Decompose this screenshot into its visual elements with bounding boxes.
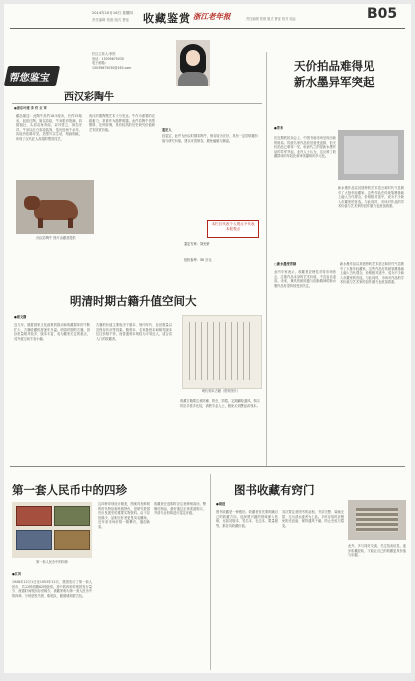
notice-text: 本栏仅代表个人观点不代表本报观点 [211, 222, 255, 231]
photo-caption: 西汉彩陶牛 图片由藏者提供 [36, 236, 76, 240]
article-byline: ●浙东叶建 李 佟 女 审 [14, 106, 47, 110]
mid-caption: 明代刻本古籍（资料图片） [201, 389, 241, 393]
book-body-b: 其次要注意图书的品相，书页完整、装帧无损、无污渍水迹者为上品。平时存放时应避免阳光直射，保持通风干燥，防止虫蛀与霉变。 [282, 510, 344, 528]
page-number: B05 [367, 6, 398, 22]
host-info [92, 52, 162, 70]
ox-head [24, 196, 40, 210]
header-rule [10, 28, 405, 29]
rt-subhead: □新水墨受青睐 [274, 262, 297, 266]
right-top-article [270, 54, 408, 474]
rt-body-a: 在近期的拍卖会上，中国书画市场呈现出新的格局。传统名家作品依旧备受追捧，但天价拍品已难得一见，取而代之的是新水墨作品的异军突起。业内人士认为，这反映了收藏群体的年轻化和审美趣味的多元化。 [274, 136, 336, 159]
appraiser: 鉴定专家：刘光荣 [184, 242, 210, 246]
host-phone: 电话：15039675030 [92, 56, 124, 61]
book-body-c: 此外，多与同好交流，关注拍卖信息，逐步积累经验，才能让自己的收藏更具价值与乐趣。 [348, 544, 406, 558]
section-divider-1 [10, 466, 405, 467]
newspaper-page [4, 4, 411, 673]
banknote-3 [16, 530, 52, 550]
appraisal-section [8, 32, 263, 282]
rt-body-a2: 新水墨作品以其独特的艺术语言和时代气息吸引了大批年轻藏家。这些作品在传统笔墨基础上融入当代观念，价格相对适中，成为不少新入市藏家的首选。与此同时，市场对作品的学术价值与艺术家的创作潜力也愈加看重。 [338, 186, 404, 209]
brand-logo: 浙江老年报 [193, 12, 231, 21]
body-mid: 西汉时期陶塑艺术十分发达，牛作为重要的农耕畜力，常被作为随葬明器。此件彩陶牛造型憨厚，比例协调，具有较高的历史研究价值和艺术欣赏价值。 [89, 114, 155, 132]
rmb-body-c: 收藏者在选购时应注意辨别真伪，警惕仿制品，最好通过正规渠道购买，并请专业机构进行鉴定评级。 [154, 502, 206, 516]
banknote-image [12, 502, 92, 558]
rmb-body-a: 1948年12月1日至1953年12月，我国发行了第一套人民币，共12种面额62种版别。其中的四种券别因发行量少、流通时间短而存世稀少，被藏家称为第一套人民币中的四珍，分别是牧马图、骆驼队、瞻德城和蒙古包。 [12, 580, 92, 598]
banknote-4 [54, 530, 90, 550]
host-name: 栏目主持人:李铁 [92, 52, 116, 56]
rmb-title: 第一套人民币中的四珍 [12, 483, 127, 497]
rt-photo-inner [344, 136, 398, 174]
rt-body-b: 业内专家表示，收藏者应理性对待市场热点，注重作品本身的艺术价值，不宜盲目追高。未来，兼具传统底蕴与创新精神的新水墨作品有望持续受到关注。 [274, 270, 336, 288]
book-byline: ●胡进 [216, 502, 226, 506]
book-photo [348, 500, 406, 540]
host-portrait [176, 40, 210, 86]
book-stack [356, 508, 398, 532]
ox-leg-1 [38, 218, 43, 228]
column-divider-2 [210, 474, 211, 670]
rt-byline: ●青禾 [274, 126, 284, 130]
rt-body-c: 新水墨作品以其独特的艺术语言和时代气息吸引了大批年轻藏家。这些作品在传统笔墨基础上融入当代观念，价格相对适中，成为不少新入市藏家的首选。与此同时，市场对作品的学术价值与艺术家的创作潜力也愈加看重。 [340, 262, 404, 285]
portrait-face [186, 50, 200, 66]
book-article [214, 482, 409, 672]
mid-body-a: 近几年，随着国家文化政策的推动和收藏群体的不断扩大，古籍收藏热度逐年升温。明清时期的古籍，因存世量相对较多、版本丰富，成为藏家关注的重点，其升值空间不容小觑。 [14, 323, 90, 341]
host-email: 15039675030@163.com [92, 65, 132, 70]
rmb-byline: ●江风 [12, 572, 22, 576]
valuation: 估价参考：30 万元 [184, 258, 212, 262]
mid-body-b: 古籍的价值主要取决于版本、刻印年代、存世数量以及保存状况等因素。精刻本、名家批校本和稀见版本往往价格不菲，而普通刻本则较为平易近人，适合初入门的收藏者。 [96, 323, 172, 341]
artifact-photo [16, 180, 94, 234]
appraisal-logo [4, 66, 60, 86]
rt-title-1: 天价拍品难得见 [294, 59, 375, 73]
rmb-caption: 第一套人民币中的四珍 [36, 560, 68, 564]
rmb-body-b: 这四种券别设计精美，图案具有鲜明的时代特征和民族特色，是研究我国货币发展史的重要实物资料。由于存世稀少，品相完好者更是凤毛麟角，近年来市场价格一路攀升，屡创新高。 [98, 502, 150, 529]
mid-photo-text-block [189, 322, 255, 380]
mid-title: 明清时期古籍升值空间大 [70, 294, 197, 308]
appraisal-logo-text: 帮您鉴宝 [8, 73, 51, 84]
rmb-article [8, 482, 208, 672]
mid-body-c: 收藏古籍要注意防潮、防虫、防霉，定期翻检通风。购买时应多看多比较，请教专业人士，避免买到赝品或残本。 [180, 399, 260, 408]
middle-article [8, 289, 263, 489]
rt-title-2: 新水墨异军突起 [294, 75, 375, 89]
column-divider [266, 52, 267, 467]
book-body-a: 图书收藏是一种雅好。收藏者首先要明确自己的收藏方向，选择感兴趣的领域深入钻研，比如初版本、签名本、毛边本、限量版等，都各具收藏价值。 [216, 510, 278, 528]
header-date: 2014年10月16日 星期四 [92, 11, 133, 15]
notice-box [207, 220, 259, 238]
body-left: 藏品描述：此陶牛高约18.5厘米，长约25厘米，泥质红陶，施以彩绘，牛身肌肉饱满，四肢粗壮，头部双角弯曲，双耳竖立，神态安详。牛身以红白彩绘装饰，虽历经两千余年，彩绘仍依稀可见。造型写实生动，刻画细腻，体现了汉代匠人高超的塑造技艺。 [16, 114, 82, 141]
banknote-1 [16, 506, 52, 526]
mid-photo [182, 315, 262, 389]
title-rule [12, 103, 262, 104]
appraise-text: 经鉴定，此件为西汉时期彩陶牛，保存较为完好，具有一定的收藏价值与研究价值，建议妥善保存，避免磕碰与潮湿。 [162, 134, 258, 143]
section-title: 收藏鉴赏 [143, 12, 191, 25]
ox-leg-2 [68, 218, 73, 228]
host-email-label: 电子邮箱: [92, 61, 106, 66]
rt-photo [338, 130, 404, 180]
mid-byline: ●周文静 [14, 315, 27, 319]
book-title: 图书收藏有窍门 [234, 483, 315, 497]
header-editor: 责任编辑 张艳 版式 曹征 [92, 18, 130, 22]
header-meta: 责任编辑 张艳 版式 曹征 校对 周远 [246, 17, 296, 21]
article-title: 西汉彩陶牛 [64, 92, 114, 103]
portrait-clothes [178, 72, 208, 86]
appraise-label: 鉴定人 [162, 128, 172, 132]
banknote-2 [54, 506, 90, 526]
ox-body [34, 200, 78, 220]
